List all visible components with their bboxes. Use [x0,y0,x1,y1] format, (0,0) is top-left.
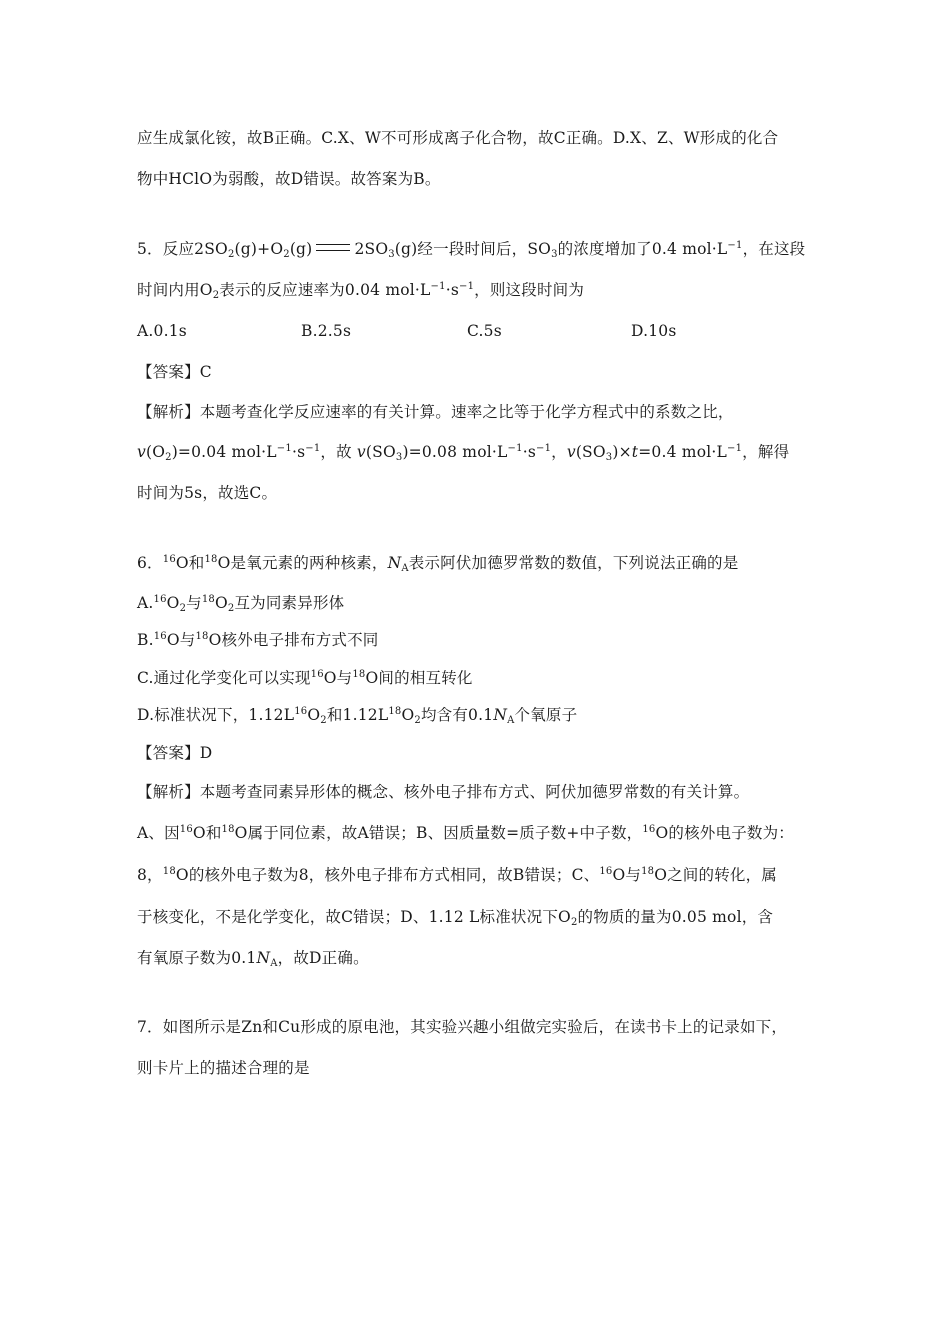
q5-answer: 【答案】C [137,363,212,381]
q6-stem: 6．$^{16}$O和$^{18}$O是氧元素的两种核素，$N_A$表示阿伏加德罗常数的数值，下列说法正确的是 [137,554,739,574]
q5-option-a: A.0.1s [137,322,187,340]
q4-explanation-line-2: 物中HClO为弱酸，故D错误。故答案为B。 [137,170,441,188]
q5-stem-line-1: 5．反应$2SO_2(g)+O_2(g)$ $2SO_3(g)$经一段时间后，$SO_3$的浓度增加了0.4 $mol\cdot L^{-1}$，在这段 [137,240,806,260]
q6-option-b: B.$^{16}$O与$^{18}$O核外电子排布方式不同 [137,631,379,649]
q6-option-d: D.标准状况下，$1.12L^{16}O_2$和$1.12L^{18}O_2$均含有$0.1N_A$个氧原子 [137,706,578,726]
q6-explanation-line-5: 有氧原子数为$0.1N_A$，故D正确。 [137,949,369,969]
q6-explanation-line-3: 8，$^{18}$O的核外电子数为8，核外电子排布方式相同，故B错误；C、$^{16}$O与$^{18}$O之间的转化，属 [137,866,778,884]
q5-explanation-line-2: $v(O_2)=0.04$ $mol\cdot L^{-1}\cdot s^{-1}$，故 $v(SO_3)=0.08$ $mol\cdot L^{-1}\cdot s^{-1}$，$v(SO_3)\times t=0.4$ $mol\cdot L^{-1}$，解得 [137,443,790,463]
q5-options [137,320,837,342]
q6-answer: 【答案】D [137,744,213,762]
q5-option-c: C.5s [467,322,502,340]
q5-stem-line-2: 时间内用$O_2$表示的反应速率为0.04 $mol\cdot L^{-1}\cdot s^{-1}$，则这段时间为 [137,281,585,301]
q5-option-d: D.10s [631,322,677,340]
q6-explanation-line-4: 于核变化，不是化学变化，故C错误；D、1.12 L标准状况下$O_2$的物质的量为0.05 mol，含 [137,908,774,928]
q6-explanation-line-1: 【解析】本题考查同素异形体的概念、核外电子排布方式、阿伏加德罗常数的有关计算。 [137,783,750,801]
q6-option-a: $A.^{16}O_2$与$^{18}O_2$互为同素异形体 [137,594,345,614]
q5-option-b: B.2.5s [301,322,352,340]
q5-explanation-line-1: 【解析】本题考查化学反应速率的有关计算。速率之比等于化学方程式中的系数之比， [137,403,734,421]
q4-explanation-line-1: 应生成氯化铵，故B正确。C.X、W不可形成离子化合物，故C正确。D.X、Z、W形成的化合 [137,129,779,147]
q6-explanation-line-2: A、因$^{16}$O和$^{18}$O属于同位素，故A错误；B、因质量数=质子数+中子数，$^{16}$O的核外电子数为： [137,824,794,842]
q6-option-c: C.通过化学变化可以实现$^{16}$O与$^{18}$O间的相互转化 [137,669,473,687]
q7-stem-line-2: 则卡片上的描述合理的是 [137,1059,310,1077]
q7-stem-line-1: 7．如图所示是Zn和Cu形成的原电池，其实验兴趣小组做完实验后，在读书卡上的记录如下， [137,1018,788,1036]
q5-explanation-line-3: 时间为5s，故选C。 [137,484,278,502]
equilibrium-sign [316,244,350,251]
